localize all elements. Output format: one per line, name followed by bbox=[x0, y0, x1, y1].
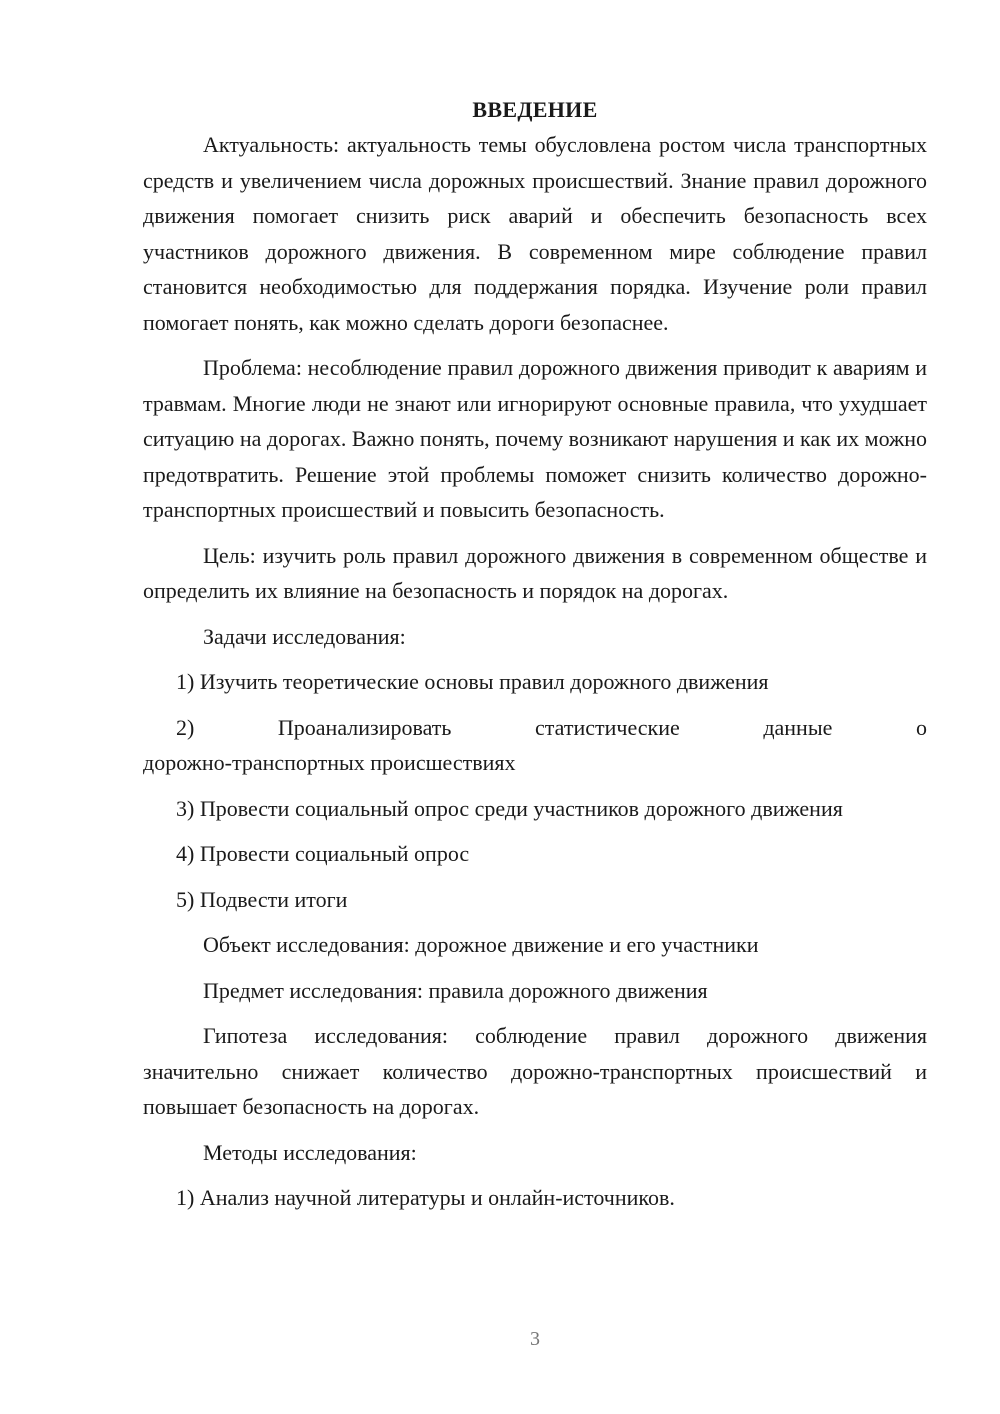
task-item-2-continuation: дорожно-транспортных происшествиях bbox=[143, 750, 516, 775]
hypothesis-paragraph: Гипотеза исследования: соблюдение правил дорожного движения значительно снижает количество дорожно-транспортных происшествий и повышает безопасность на дорогах. bbox=[143, 1023, 927, 1119]
page-title: ВВЕДЕНИЕ bbox=[472, 97, 598, 122]
task-item-2-first-line bbox=[143, 710, 927, 746]
relevance-paragraph: Актуальность: актуальность темы обусловлена ростом числа транспортных средств и увеличением числа дорожных происшествий. Знание правил дорожного движения помогает снизить риск аварий и обеспечить безопасность всех участников дорожного движения. В современном мире соблюдение правил становится необходимостью для поддержания порядка. Изучение роли правил помогает понять, как можно сделать дороги безопаснее. bbox=[143, 132, 927, 335]
task-item-2-word: статистические bbox=[535, 714, 680, 740]
page-content bbox=[143, 92, 927, 1226]
task-item-2 bbox=[143, 710, 927, 781]
research-object: Объект исследования: дорожное движение и его участники bbox=[203, 932, 759, 957]
task-item-1: 1) Изучить теоретические основы правил дорожного движения bbox=[176, 669, 769, 694]
task-item-4: 4) Провести социальный опрос bbox=[176, 841, 470, 866]
goal-paragraph: Цель: изучить роль правил дорожного движения в современном обществе и определить их влияние на безопасность и порядок на дорогах. bbox=[143, 542, 927, 603]
task-item-2-word: 2) bbox=[176, 714, 195, 740]
task-item-2-word: о bbox=[915, 714, 927, 740]
task-item-2-word: данные bbox=[763, 714, 833, 740]
page-number: 3 bbox=[530, 1328, 540, 1350]
tasks-heading: Задачи исследования: bbox=[203, 623, 406, 649]
task-item-2-word: Проанализировать bbox=[277, 714, 452, 740]
research-subject: Предмет исследования: правила дорожного движения bbox=[203, 977, 708, 1003]
methods-heading: Методы исследования: bbox=[203, 1139, 417, 1165]
task-item-5: 5) Подвести итоги bbox=[176, 886, 348, 912]
method-item-1: 1) Анализ научной литературы и онлайн-источников. bbox=[176, 1185, 675, 1210]
problem-paragraph: Проблема: несоблюдение правил дорожного движения приводит к авариям и травмам. Многие люди не знают или игнорируют основные правила, что ухудшает ситуацию на дорогах. Важно понять, почему возникают нарушения и как их можно предотвратить. Решение этой проблемы поможет снизить количество дорожно-транспортных происшествий и повысить безопасность. bbox=[143, 355, 927, 522]
task-item-3: 3) Провести социальный опрос среди участников дорожного движения bbox=[176, 795, 843, 821]
